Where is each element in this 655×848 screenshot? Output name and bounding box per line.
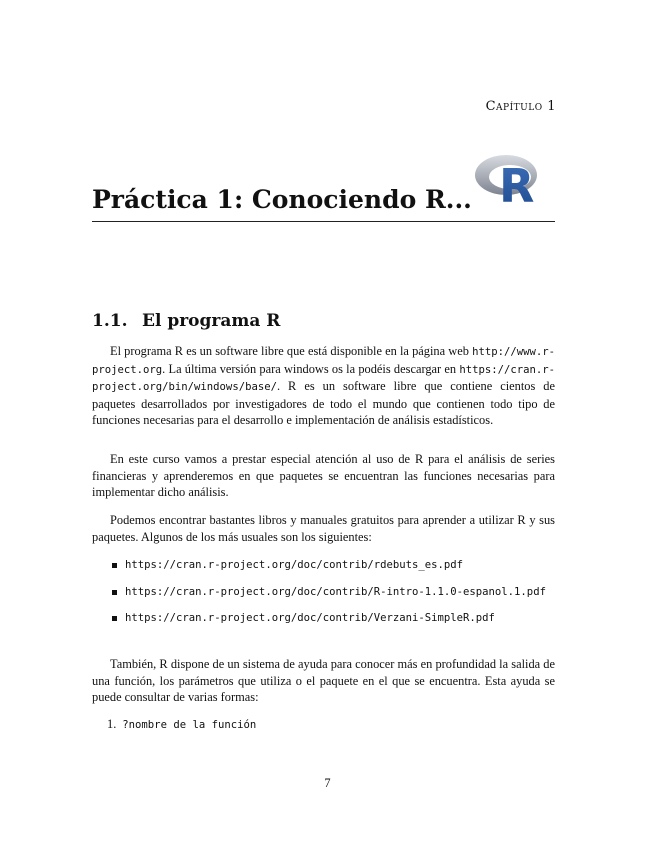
page-number: 7 [324, 776, 331, 790]
paragraph-text: En este curso vamos a prestar especial atención al uso de R para el análisis de series financieras y aprenderemos en que paquetes se encuentran las funciones necesarias para implementar dicho análisis. [92, 452, 555, 499]
list-number: 1. [107, 717, 117, 731]
section-title: El programa R [142, 311, 281, 331]
bullet-icon [112, 563, 117, 568]
help-methods-list [107, 716, 256, 733]
paragraph-text: El programa R es un software libre que está disponible en la página web [110, 344, 473, 358]
chapter-title: Práctica 1: Conociendo R... [92, 185, 472, 214]
manual-link: https://cran.r-project.org/doc/contrib/rdebuts_es.pdf [125, 559, 464, 571]
list-item [110, 584, 570, 611]
r-logo-letter: R [499, 159, 535, 208]
paragraph-text: . La última versión para windows os la podéis descargar en [162, 361, 460, 376]
bullet-icon [112, 590, 117, 595]
section-heading [92, 311, 280, 331]
list-item [110, 610, 570, 637]
title-divider [92, 221, 555, 222]
manual-link: https://cran.r-project.org/doc/contrib/R-intro-1.1.0-espanol.1.pdf [125, 585, 546, 598]
link-r-project: http://www.r-project.org [92, 346, 555, 376]
manual-links-list [110, 557, 570, 637]
paragraph-manuals [92, 512, 555, 545]
section-number: 1.1. [92, 311, 128, 331]
paragraph-intro [92, 343, 555, 429]
paragraph-text: Podemos encontrar bastantes libros y manuales gratuitos para aprender a utilizar R y sus paquetes. Algunos de los más usuales son los siguientes: [92, 513, 555, 544]
r-logo-icon [473, 150, 543, 208]
paragraph-text: También, R dispone de un sistema de ayuda para conocer más en profundidad la salida de una función, los parámetros que utiliza o el paquete en el que se encuentra. Esta ayuda se puede consultar de varias formas: [92, 657, 555, 704]
manual-link: https://cran.r-project.org/doc/contrib/Verzani-SimpleR.pdf [125, 612, 495, 624]
paragraph-course [92, 451, 555, 501]
link-cran-windows: https://cran.r-project.org/bin/windows/base/ [92, 363, 555, 393]
chapter-header [92, 150, 555, 222]
chapter-label: Capítulo 1 [485, 99, 556, 114]
list-item [107, 716, 256, 733]
paragraph-text: . R es un software libre que contiene cientos de paquetes desarrollados por investigadores de todo el mundo que contienen todo tipo de funciones necesarias para el desarrollo e implementación de análisis estadísticos. [92, 379, 555, 427]
help-command: ?nombre de la función [122, 719, 257, 731]
list-item [110, 557, 570, 584]
bullet-icon [112, 616, 117, 621]
paragraph-help [92, 656, 555, 706]
